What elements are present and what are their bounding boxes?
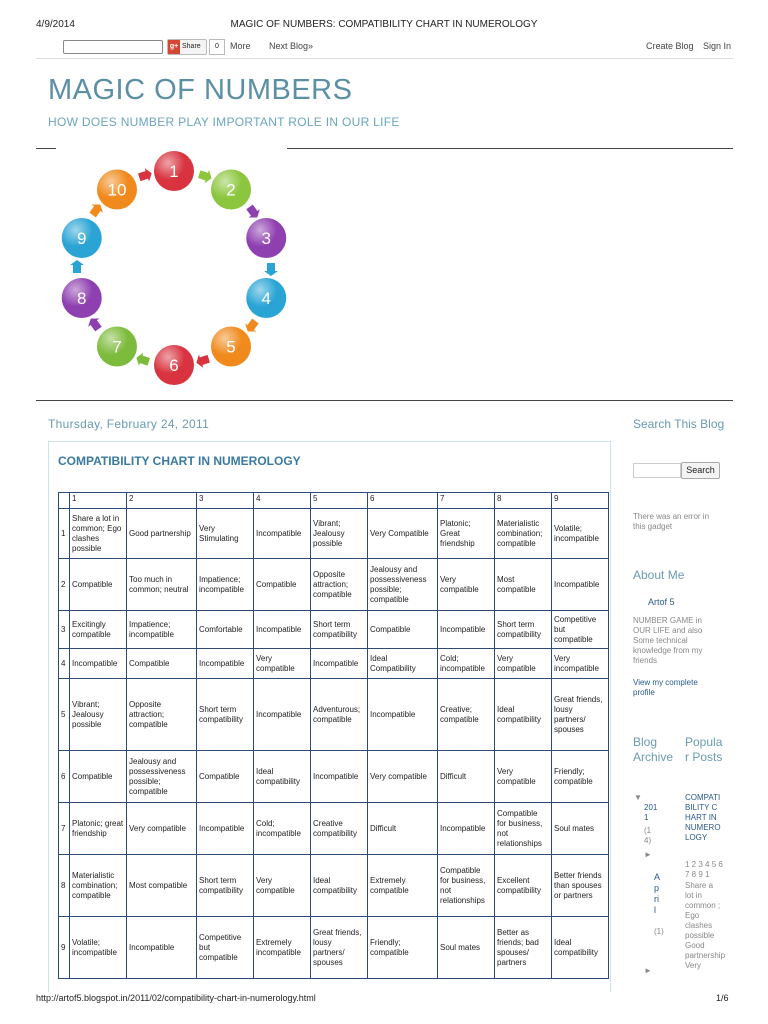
- table-header-cell: 1: [70, 493, 127, 509]
- google-plus-share-button[interactable]: [167, 39, 207, 55]
- about-me-title: About Me: [633, 568, 685, 582]
- table-cell: Incompatible: [254, 679, 311, 751]
- table-cell: Impatience; incompatible: [127, 611, 197, 649]
- table-cell: Vibrant; Jealousy possible: [70, 679, 127, 751]
- archive-month-count: (1): [654, 927, 664, 936]
- wheel-ball-number: 1: [169, 162, 179, 181]
- wheel-ball-number: 8: [77, 288, 87, 308]
- gadget-error-text: There was an error in this gadget: [633, 512, 710, 531]
- table-row: [59, 649, 609, 679]
- blog-archive-title: Blog Archive: [633, 735, 674, 764]
- archive-collapse-icon[interactable]: ►: [644, 850, 652, 859]
- table-cell: Volatile; incompatible: [70, 917, 127, 979]
- table-cell: Incompatible: [438, 803, 495, 855]
- wheel-ball-number: 3: [261, 229, 271, 249]
- wheel-ball-2: [211, 170, 251, 210]
- table-cell: Cold; incompatible: [438, 649, 495, 679]
- create-blog-link[interactable]: Create Blog: [646, 41, 694, 51]
- table-cell: Creative; compatible: [438, 679, 495, 751]
- table-cell: Great friends, lousy partners/ spouses: [552, 679, 609, 751]
- wheel-arrow-icon: [197, 168, 214, 185]
- wheel-ball-9: [62, 218, 102, 258]
- wheel-ball-10: [97, 170, 137, 210]
- search-widget-title: Search This Blog: [633, 417, 725, 431]
- row-number-cell: 3: [59, 611, 70, 649]
- table-row: [59, 509, 609, 559]
- table-cell: Ideal compatibility: [552, 917, 609, 979]
- table-cell: Incompatible: [552, 559, 609, 611]
- navbar-search-input[interactable]: [63, 40, 163, 54]
- row-number-cell: 5: [59, 679, 70, 751]
- wheel-ball-3: [246, 218, 286, 258]
- table-cell: Very compatible: [127, 803, 197, 855]
- table-cell: Vibrant; Jealousy possible: [311, 509, 368, 559]
- table-cell: Excitingly compatible: [70, 611, 127, 649]
- table-cell: Great friends, lousy partners/ spouses: [311, 917, 368, 979]
- table-row: [59, 803, 609, 855]
- row-number-cell: 2: [59, 559, 70, 611]
- table-cell: Very incompatible: [552, 649, 609, 679]
- table-cell: Incompatible: [311, 751, 368, 803]
- table-cell: Difficult: [368, 803, 438, 855]
- post-title[interactable]: COMPATIBILITY CHART IN NUMEROLOGY: [58, 454, 301, 468]
- table-cell: Short term compatibility: [197, 855, 254, 917]
- table-cell: Cold; incompatible: [254, 803, 311, 855]
- table-cell: Incompatible: [197, 649, 254, 679]
- archive-next-icon[interactable]: ►: [644, 966, 652, 975]
- table-cell: Very compatible: [495, 649, 552, 679]
- table-cell: Incompatible: [254, 509, 311, 559]
- wheel-ball-number: 6: [169, 356, 179, 375]
- table-cell: Ideal compatibility: [311, 855, 368, 917]
- post-date: Thursday, February 24, 2011: [48, 417, 210, 431]
- print-date: 4/9/2014: [36, 19, 75, 30]
- wheel-ball-number: 9: [77, 229, 87, 249]
- about-me-text: NUMBER GAME in OUR LIFE and also Some technical knowledge from my friends: [633, 616, 703, 665]
- row-number-cell: 1: [59, 509, 70, 559]
- table-header-cell: [59, 493, 70, 509]
- table-cell: Compatible: [70, 559, 127, 611]
- popular-post-numbers: 1 2 3 4 5 6 7 8 9 1: [685, 860, 723, 879]
- popular-post-link[interactable]: COMPATIBILITY CHART IN NUMEROLOGY: [685, 793, 721, 842]
- table-cell: Compatible: [368, 611, 438, 649]
- table-cell: Extremely compatible: [368, 855, 438, 917]
- table-cell: Ideal Compatibility: [368, 649, 438, 679]
- page-number: 1/6: [716, 993, 729, 1003]
- table-cell: Ideal compatibility: [254, 751, 311, 803]
- table-cell: Incompatible: [311, 649, 368, 679]
- table-cell: Extremely incompatible: [254, 917, 311, 979]
- table-header-cell: 3: [197, 493, 254, 509]
- wheel-ball-1: [154, 151, 194, 191]
- wheel-ball-7: [97, 326, 137, 366]
- row-number-cell: 6: [59, 751, 70, 803]
- archive-year-link[interactable]: 2011: [644, 803, 658, 822]
- table-cell: Impatience; incompatible: [197, 559, 254, 611]
- table-row: [59, 855, 609, 917]
- archive-year-count: (14): [644, 826, 652, 845]
- table-cell: Share a lot in common; Ego clashes possible: [70, 509, 127, 559]
- table-cell: Platonic; Great friendship: [438, 509, 495, 559]
- compatibility-table: [58, 492, 609, 979]
- wheel-ball-number: 4: [261, 288, 271, 308]
- table-cell: Better friends than spouses or partners: [552, 855, 609, 917]
- table-cell: Compatible: [70, 751, 127, 803]
- table-cell: Opposite attraction; compatible: [127, 679, 197, 751]
- wheel-ball-6: [154, 345, 194, 385]
- table-row: [59, 917, 609, 979]
- blog-title[interactable]: MAGIC OF NUMBERS: [48, 74, 353, 106]
- table-row: [59, 611, 609, 649]
- table-header-cell: 6: [368, 493, 438, 509]
- google-plus-icon: g+: [168, 40, 180, 54]
- numerology-wheel-image: [56, 148, 296, 388]
- table-cell: Better as friends; bad spouses/ partners: [495, 917, 552, 979]
- table-row: [59, 679, 609, 751]
- wheel-arrow-icon: [244, 203, 263, 222]
- table-cell: Excellent compatibility: [495, 855, 552, 917]
- author-name-link[interactable]: Artof 5: [648, 597, 675, 607]
- table-cell: Ideal compatibility: [495, 679, 552, 751]
- table-cell: Very Compatible: [368, 509, 438, 559]
- popular-posts-title: Popular Posts: [685, 735, 723, 764]
- table-row: [59, 559, 609, 611]
- table-cell: Very compatible: [495, 751, 552, 803]
- sidebar-search-button[interactable]: Search: [681, 462, 720, 479]
- table-cell: Compatible: [127, 649, 197, 679]
- wheel-arrow-icon: [85, 314, 104, 333]
- archive-month-link[interactable]: April: [654, 872, 661, 915]
- wheel-ball-number: 7: [112, 337, 122, 357]
- table-cell: Very Stimulating: [197, 509, 254, 559]
- row-number-cell: 8: [59, 855, 70, 917]
- print-title: MAGIC OF NUMBERS: COMPATIBILITY CHART IN NUMEROLOGY: [230, 19, 538, 30]
- next-blog-link[interactable]: Next Blog»: [269, 41, 314, 51]
- wheel-ball-4: [246, 278, 286, 318]
- table-cell: Adventurous; compatible: [311, 679, 368, 751]
- table-row: [59, 751, 609, 803]
- content-divider: [36, 400, 733, 401]
- header-divider-right: [287, 148, 733, 149]
- table-cell: Most compatible: [495, 559, 552, 611]
- table-header-cell: 2: [127, 493, 197, 509]
- table-header-row: [59, 493, 609, 509]
- popular-post-snippet: Share a lot in common ; Ego clashes possible Good partnership Very: [685, 881, 726, 970]
- table-cell: Materialistic combination; compatible: [495, 509, 552, 559]
- table-cell: Good partnership: [127, 509, 197, 559]
- header-divider-left: [36, 148, 56, 149]
- table-cell: Incompatible: [197, 803, 254, 855]
- table-cell: Very compatible: [254, 855, 311, 917]
- wheel-ball-number: 5: [226, 337, 236, 357]
- wheel-arrow-icon: [137, 167, 154, 184]
- wheel-arrow-icon: [70, 260, 84, 273]
- table-cell: Incompatible: [70, 649, 127, 679]
- table-header-cell: 4: [254, 493, 311, 509]
- table-cell: Competitive but compatible: [552, 611, 609, 649]
- share-count: 0: [209, 39, 225, 55]
- table-cell: Difficult: [438, 751, 495, 803]
- table-cell: Creative compatibility: [311, 803, 368, 855]
- table-cell: Compatible: [254, 559, 311, 611]
- table-cell: Incompatible: [127, 917, 197, 979]
- table-cell: Incompatible: [254, 611, 311, 649]
- table-header-cell: 8: [495, 493, 552, 509]
- table-cell: Soul mates: [552, 803, 609, 855]
- table-cell: Incompatible: [368, 679, 438, 751]
- table-cell: Competitive but compatible: [197, 917, 254, 979]
- wheel-arrow-icon: [194, 352, 211, 369]
- wheel-arrow-icon: [264, 263, 278, 276]
- page-url: http://artof5.blogspot.in/2011/02/compatibility-chart-in-numerology.html: [36, 993, 316, 1003]
- wheel-arrow-icon: [134, 351, 151, 368]
- sidebar-search-input[interactable]: [633, 463, 681, 478]
- table-cell: Short term compatibility: [311, 611, 368, 649]
- table-header-cell: 5: [311, 493, 368, 509]
- table-cell: Short term compatibility: [197, 679, 254, 751]
- table-cell: Friendly; compatible: [552, 751, 609, 803]
- table-cell: Compatible for business, not relationships: [495, 803, 552, 855]
- table-cell: Compatible for business, not relationships: [438, 855, 495, 917]
- archive-year-toggle-icon[interactable]: ▼: [634, 793, 642, 802]
- table-cell: Very compatible: [368, 751, 438, 803]
- view-profile-link[interactable]: View my complete profile: [633, 678, 698, 697]
- table-cell: Materialistic combination; compatible: [70, 855, 127, 917]
- wheel-ball-number: 2: [226, 180, 236, 200]
- wheel-ball-5: [211, 326, 251, 366]
- table-cell: Jealousy and possessiveness possible; compatible: [368, 559, 438, 611]
- table-cell: Very compatible: [254, 649, 311, 679]
- table-header-cell: 9: [552, 493, 609, 509]
- table-cell: Opposite attraction; compatible: [311, 559, 368, 611]
- table-cell: Soul mates: [438, 917, 495, 979]
- table-header-cell: 7: [438, 493, 495, 509]
- blog-subtitle: HOW DOES NUMBER PLAY IMPORTANT ROLE IN OUR LIFE: [48, 115, 400, 129]
- row-number-cell: 9: [59, 917, 70, 979]
- table-cell: Most compatible: [127, 855, 197, 917]
- wheel-ball-8: [62, 278, 102, 318]
- table-cell: Very compatible: [438, 559, 495, 611]
- table-cell: Friendly; compatible: [368, 917, 438, 979]
- blogger-navbar: [36, 38, 733, 59]
- table-cell: Compatible: [197, 751, 254, 803]
- table-cell: Comfortable: [197, 611, 254, 649]
- table-cell: Short term compatibility: [495, 611, 552, 649]
- google-plus-share-label: Share: [182, 43, 201, 50]
- row-number-cell: 7: [59, 803, 70, 855]
- table-cell: Incompatible: [438, 611, 495, 649]
- table-cell: Platonic; great friendship: [70, 803, 127, 855]
- more-link[interactable]: More: [230, 41, 251, 51]
- wheel-ball-number: 10: [107, 180, 127, 200]
- table-cell: Too much in common; neutral: [127, 559, 197, 611]
- table-cell: Jealousy and possessiveness possible; compatible: [127, 751, 197, 803]
- table-cell: Volatile; incompatible: [552, 509, 609, 559]
- sign-in-link[interactable]: Sign In: [703, 41, 732, 51]
- row-number-cell: 4: [59, 649, 70, 679]
